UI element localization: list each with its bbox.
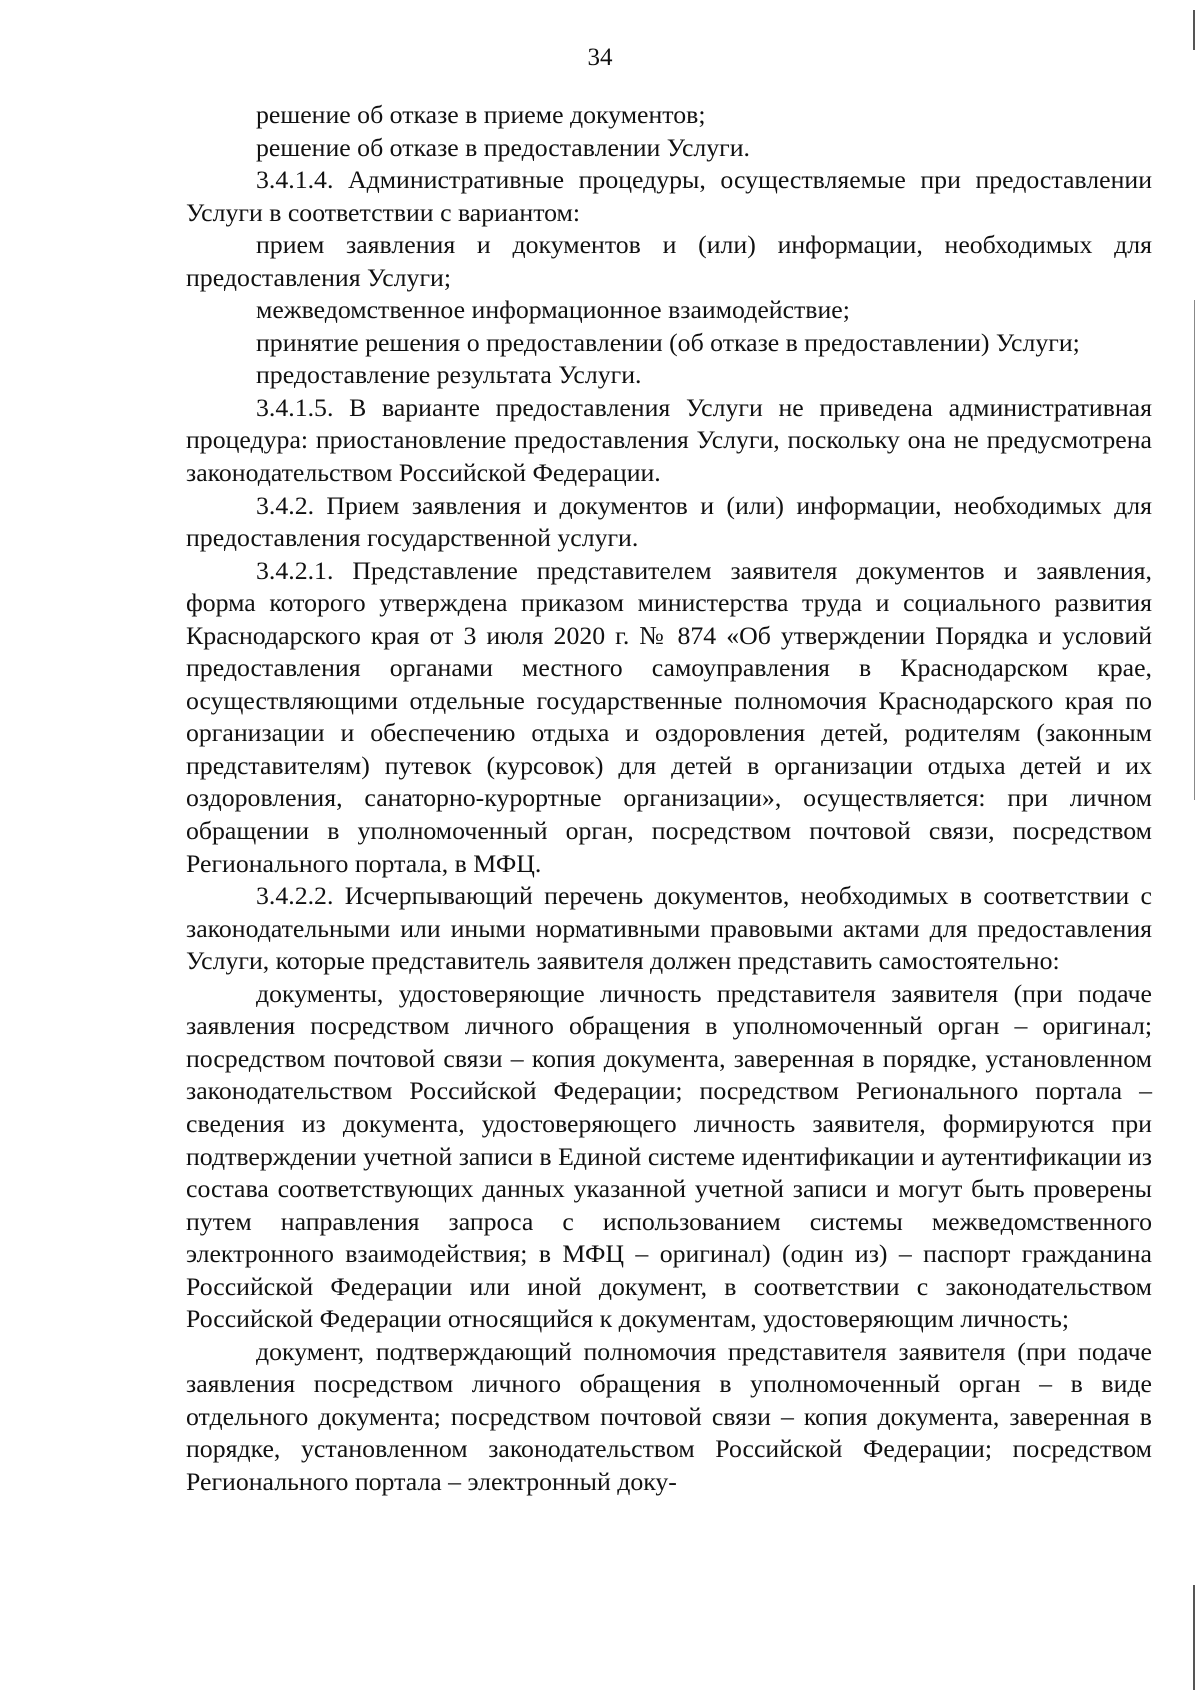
paragraph-decision: принятие решения о предоставлении (об отказе в предоставлении) Услуги; [256, 327, 1080, 357]
paragraph-reception: прием заявления и документов и (или) информации, необходимых для предоставления Услуги; [186, 230, 1152, 292]
scan-edge-line-middle [1194, 300, 1195, 800]
paragraph-3-4-2: 3.4.2. Прием заявления и документов и (или) информации, необходимых для предоставления государственной услуги. [186, 490, 1152, 553]
paragraph-3-4-1-4: 3.4.1.4. Административные процедуры, осуществляемые при предоставлении Услуги в соответствии с вариантом: [186, 165, 1152, 227]
paragraph-identity-documents: документы, удостоверяющие личность представителя заявителя (при подаче заявления посредством личного обращения в уполномоченный орган – оригинал; посредством почтовой связи – копия документа, заверенная в порядке, установленном законодательством Российской Федерации; посредством Регионального портала – сведения из документа, удостоверяющего личность заявителя, формируются при подтверждении учетной записи в Единой системе идентификации и аутентификации из состава соответствующих данных указанной учетной записи и могут быть проверены путем направления запроса с использованием системы межведомственного электронного взаимодействия; в МФЦ – оригинал) (один из) – паспорт гражданина Российской Федерации или иной документ, в соответствии с законодательством Российской Федерации относящийся к документам, удостоверяющим личность; [186, 978, 1152, 1334]
scan-edge-line-bottom [1193, 1585, 1195, 1690]
paragraph-3-4-1-5: 3.4.1.5. В варианте предоставления Услуги не приведена административная процедура: приостановление предоставления Услуги, поскольку она не предусмотрена законодательством Российской Федерации. [186, 392, 1152, 488]
paragraph-authority-document: документ, подтверждающий полномочия представителя заявителя (при подаче заявления посредством личного обращения в уполномоченный орган – в виде отдельного документа; посредством почтовой связи – копия документа, заверенная в порядке, установленном законодательством Российской Федерации; посредством Регионального портала – электронный доку- [186, 1336, 1152, 1496]
paragraph-interagency: межведомственное информационное взаимодействие; [256, 295, 850, 325]
scan-edge-line-top [1193, 10, 1195, 50]
paragraph-result: предоставление результата Услуги. [256, 360, 642, 390]
document-body [186, 99, 1152, 1499]
paragraph-3-4-2-2: 3.4.2.2. Исчерпывающий перечень документов, необходимых в соответствии с законодательными или иными нормативными правовыми актами для предоставления Услуги, которые представитель заявителя должен представить самостоятельно: [186, 881, 1152, 976]
paragraph-refusal-service: решение об отказе в предоставлении Услуги. [256, 132, 751, 162]
page-number: 34 [587, 44, 613, 71]
paragraph-3-4-2-1: 3.4.2.1. Представление представителем заявителя документов и заявления, форма которого утверждена приказом министерства труда и социального развития Краснодарского края от 3 июля 2020 г. № 874 «Об утверждении Порядка и условий предоставления органами местного самоуправления в Краснодарском крае, осуществляющими отдельные государственные полномочия Краснодарского края по организации и обеспечению отдыха и оздоровления детей, родителям (законным представителям) путевок (курсовок) для детей в организации отдыха детей и их оздоровления, санаторно-курортные организации», осуществляется: при личном обращении в уполномоченный орган, посредством почтовой связи, посредством Регионального портала, в МФЦ. [186, 555, 1152, 878]
paragraph-refusal-documents: решение об отказе в приеме документов; [256, 100, 706, 129]
